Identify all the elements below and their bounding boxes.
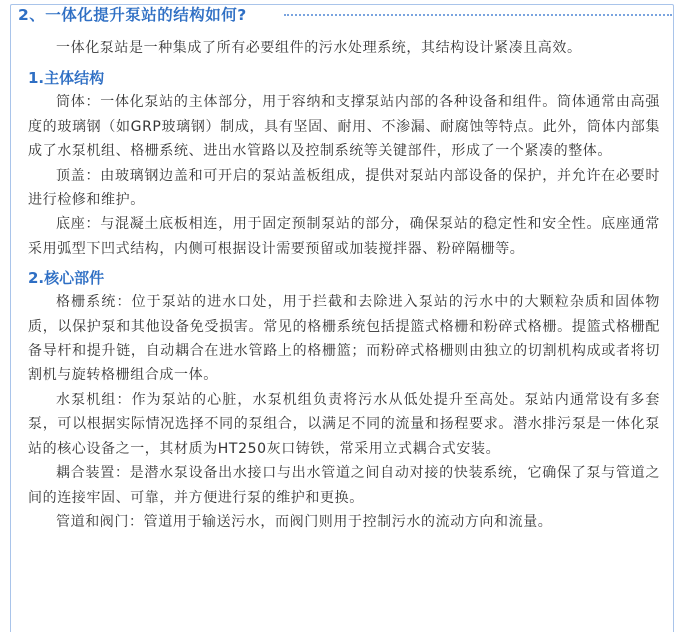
paragraph-shell: 筒体：一体化泵站的主体部分，用于容纳和支撑泵站内部的各种设备和组件。筒体通常由高强度的玻璃钢（如GRP玻璃钢）制成，具有坚固、耐用、不渗漏、耐腐蚀等特点。此外，筒体内部集成了水泵机组、格栅系统、进出水管路以及控制系统等关键部件，形成了一个紧凑的整体。 bbox=[28, 94, 660, 160]
intro-paragraph: 一体化泵站是一种集成了所有必要组件的污水处理系统，其结构设计紧凑且高效。 bbox=[56, 40, 582, 56]
paragraph-pipes-valves: 管道和阀门：管道用于输送污水，而阀门则用于控制污水的流动方向和流量。 bbox=[56, 513, 553, 530]
header-dotted-divider bbox=[284, 14, 672, 16]
subsection-heading-core-components: 2.核心部件 bbox=[28, 269, 105, 288]
section-header bbox=[14, 0, 672, 32]
article-body bbox=[28, 36, 660, 534]
paragraph-pump-unit: 水泵机组：作为泵站的心脏，水泵机组负责将污水从低处提升至高处。泵站内通常设有多套泵，可以根据实际情况选择不同的泵组合，以满足不同的流量和扬程要求。潜水排污泵是一体化泵站的核心设备之一，其材质为HT250灰口铸铁，常采用立式耦合式安装。 bbox=[28, 391, 660, 457]
section-title: 2、一体化提升泵站的结构如何? bbox=[18, 6, 247, 24]
paragraph-coupling-device: 耦合装置：是潜水泵设备出水接口与出水管道之间自动对接的快装系统，它确保了泵与管道之间的连接牢固、可靠，并方便进行泵的维护和更换。 bbox=[28, 465, 660, 506]
paragraph-base: 底座：与混凝土底板相连，用于固定预制泵站的部分，确保泵站的稳定性和安全性。底座通常采用弧型下凹式结构，内侧可根据设计需要预留或加装搅拌器、粉碎隔栅等。 bbox=[28, 216, 660, 257]
paragraph-top-cover: 顶盖：由玻璃钢边盖和可开启的泵站盖板组成，提供对泵站内部设备的保护，并允许在必要时进行检修和维护。 bbox=[28, 167, 660, 209]
paragraph-grille-system: 格栅系统：位于泵站的进水口处，用于拦截和去除进入泵站的污水中的大颗粒杂质和固体物质，以保护泵和其他设备免受损害。常见的格栅系统包括提篮式格栅和粉碎式格栅。提篮式格栅配备导杆和提升链，自动耦合在进水管路上的格栅篮；而粉碎式格栅则由独立的切割机构成或者将切割机与旋转格栅组合成一体。 bbox=[28, 294, 660, 384]
subsection-heading-main-structure: 1.主体结构 bbox=[28, 69, 105, 88]
